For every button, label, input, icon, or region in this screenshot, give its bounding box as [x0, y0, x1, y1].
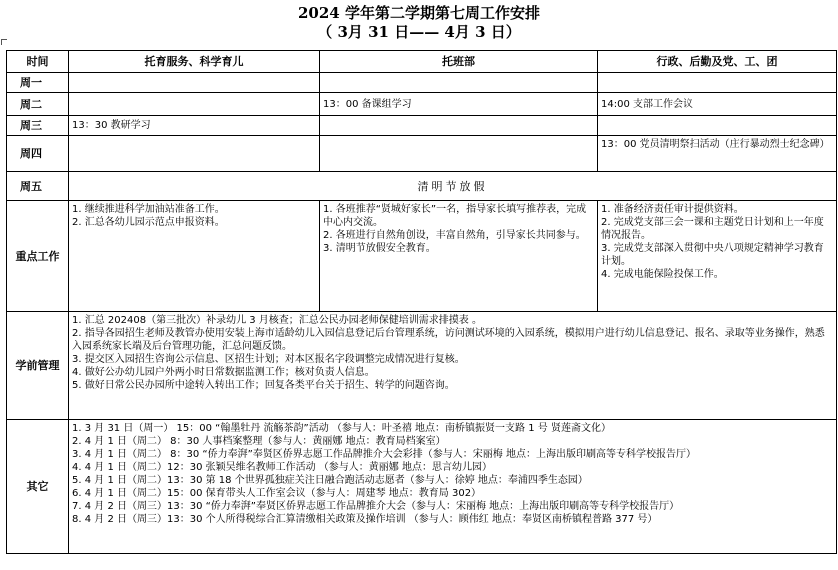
list-item: 2. 各班进行自然角创设，丰富自然角，引导家长共同参与。	[323, 230, 586, 241]
page-title: 2024 学年第二学期第七周工作安排	[298, 4, 540, 22]
list-item: 4. 4 月 1 日（周二）12：30 张颖吴维名教师工作活动 （参与人：黄丽娜 地点：思言幼儿园）	[72, 462, 492, 473]
list-item: 2. 指导各园招生老师及教管办使用安装上海市适龄幼儿入园信息登记后台管理系统，访问测试环境的入园系统，模拟用户进行幼儿信息登记、报名、录取等业务操作，熟悉入园系统家长端及后台管理功能，汇总问题反馈。	[72, 328, 825, 352]
schedule-table	[6, 50, 837, 554]
header-nursery: 托班部	[320, 51, 598, 73]
row-thu	[7, 136, 837, 172]
list-item: 1. 3 月 31 日（周一） 15：00 “翰墨牡丹 流觞茶韵”活动 （参与人：叶圣禧 地点：南桥镇振贤一支路 1 号 贤莲斋文化）	[72, 423, 611, 434]
day-label: 周五	[7, 172, 69, 201]
list-item: 5. 4 月 1 日（周二）13：30 第 18 个世界孤独症关注日融合跑活动志愿者（参与人：徐婷 地点：奉浦四季生态园）	[72, 475, 588, 486]
section-label-key-work: 重点工作	[7, 201, 69, 312]
header-childcare: 托育服务、科学育儿	[69, 51, 320, 73]
list-item: 5. 做好日常公民办园所中途转入转出工作；回复各类平台关于招生、转学的问题咨询。	[72, 380, 455, 391]
list-item: 1. 准备经济责任审计提供资料。	[601, 204, 744, 215]
day-label: 周二	[7, 93, 69, 116]
preschool-content[interactable]	[69, 312, 837, 420]
key-work-admin[interactable]	[598, 201, 837, 312]
header-time: 时间	[7, 51, 69, 73]
cell-childcare[interactable]	[69, 73, 320, 93]
day-label: 周一	[7, 73, 69, 93]
list-item: 8. 4 月 2 日（周三）13：30 个人所得税综合汇算清缴相关政策及操作培训 （参与人：顾伟红 地点：奉贤区南桥镇程普路 377 号）	[72, 514, 658, 525]
cell-nursery[interactable]: 13：00 备课组学习	[320, 93, 598, 116]
list-item: 7. 4 月 2 日（周三）13：30 “侨力奉湃”奉贤区侨界志愿工作品牌推介大会（参与人：宋丽梅 地点：上海出版印刷高等专科学校报告厅）	[72, 501, 680, 512]
header-admin: 行政、后勤及党、工、团	[598, 51, 837, 73]
table-handle-icon[interactable]	[1, 39, 7, 45]
cell-admin[interactable]	[598, 73, 837, 93]
row-tue	[7, 93, 837, 116]
page-subtitle: （ 3月 31 日—— 4月 3 日）	[317, 23, 521, 41]
list-item: 4. 做好公办幼儿园户外两小时日常数据监测工作；核对负责人信息。	[72, 367, 375, 378]
cell-nursery[interactable]	[320, 73, 598, 93]
cell-childcare[interactable]: 13：30 教研学习	[69, 116, 320, 136]
list-item: 3. 提交区入园招生咨询公示信息、区招生计划；对本区报名字段调整完成情况进行复核。	[72, 354, 465, 365]
holiday-cell[interactable]: 清明节放假	[69, 172, 837, 201]
row-other	[7, 420, 837, 554]
list-item: 3. 清明节放假安全教育。	[323, 243, 436, 254]
cell-childcare[interactable]	[69, 136, 320, 172]
cell-nursery[interactable]	[320, 116, 598, 136]
list-item: 6. 4 月 1 日（周二）15：00 保育带头人工作室会议（参与人：周建琴 地点：教育局 302）	[72, 488, 482, 499]
list-item: 3. 4 月 1 日（周二） 8：30 “侨力奉湃”奉贤区侨界志愿工作品牌推介大会彩排（参与人：宋丽梅 地点：上海出版印刷高等专科学校报告厅）	[72, 449, 696, 460]
list-item: 4. 完成电能保险投保工作。	[601, 269, 724, 280]
list-item: 1. 各班推荐“贤城好家长”一名，指导家长填写推荐表，完成中心内交流。	[323, 204, 587, 228]
cell-admin[interactable]: 13：00 党员清明祭扫活动（庄行暴动烈士纪念碑）	[598, 136, 837, 172]
day-label: 周三	[7, 116, 69, 136]
row-fri	[7, 172, 837, 201]
list-item: 1. 汇总 202408（第三批次）补录幼儿 3 月核查；汇总公民办园老师保健培训需求排摸表 。	[72, 315, 482, 326]
cell-admin[interactable]: 14:00 支部工作会议	[598, 93, 837, 116]
key-work-nursery[interactable]	[320, 201, 598, 312]
header-row	[7, 51, 837, 73]
list-item: 3. 完成党支部深入贯彻中央八项规定精神学习教育计划。	[601, 243, 824, 267]
list-item: 2. 完成党支部三会一课和主题党日计划和上一年度情况报告。	[601, 217, 824, 241]
list-item: 2. 汇总各幼儿园示范点申报资料。	[72, 217, 225, 228]
key-work-childcare[interactable]	[69, 201, 320, 312]
cell-childcare[interactable]	[69, 93, 320, 116]
row-mon	[7, 73, 837, 93]
list-item: 1. 继续推进科学加油站准备工作。	[72, 204, 225, 215]
day-label: 周四	[7, 136, 69, 172]
row-key-work	[7, 201, 837, 312]
other-content[interactable]	[69, 420, 837, 554]
row-preschool	[7, 312, 837, 420]
cell-admin[interactable]	[598, 116, 837, 136]
list-item: 2. 4 月 1 日（周二） 8：30 人事档案整理（参与人：黄丽娜 地点：教育局档案室）	[72, 436, 446, 447]
cell-nursery[interactable]	[320, 136, 598, 172]
section-label-other: 其它	[7, 420, 69, 554]
section-label-preschool: 学前管理	[7, 312, 69, 420]
row-wed	[7, 116, 837, 136]
